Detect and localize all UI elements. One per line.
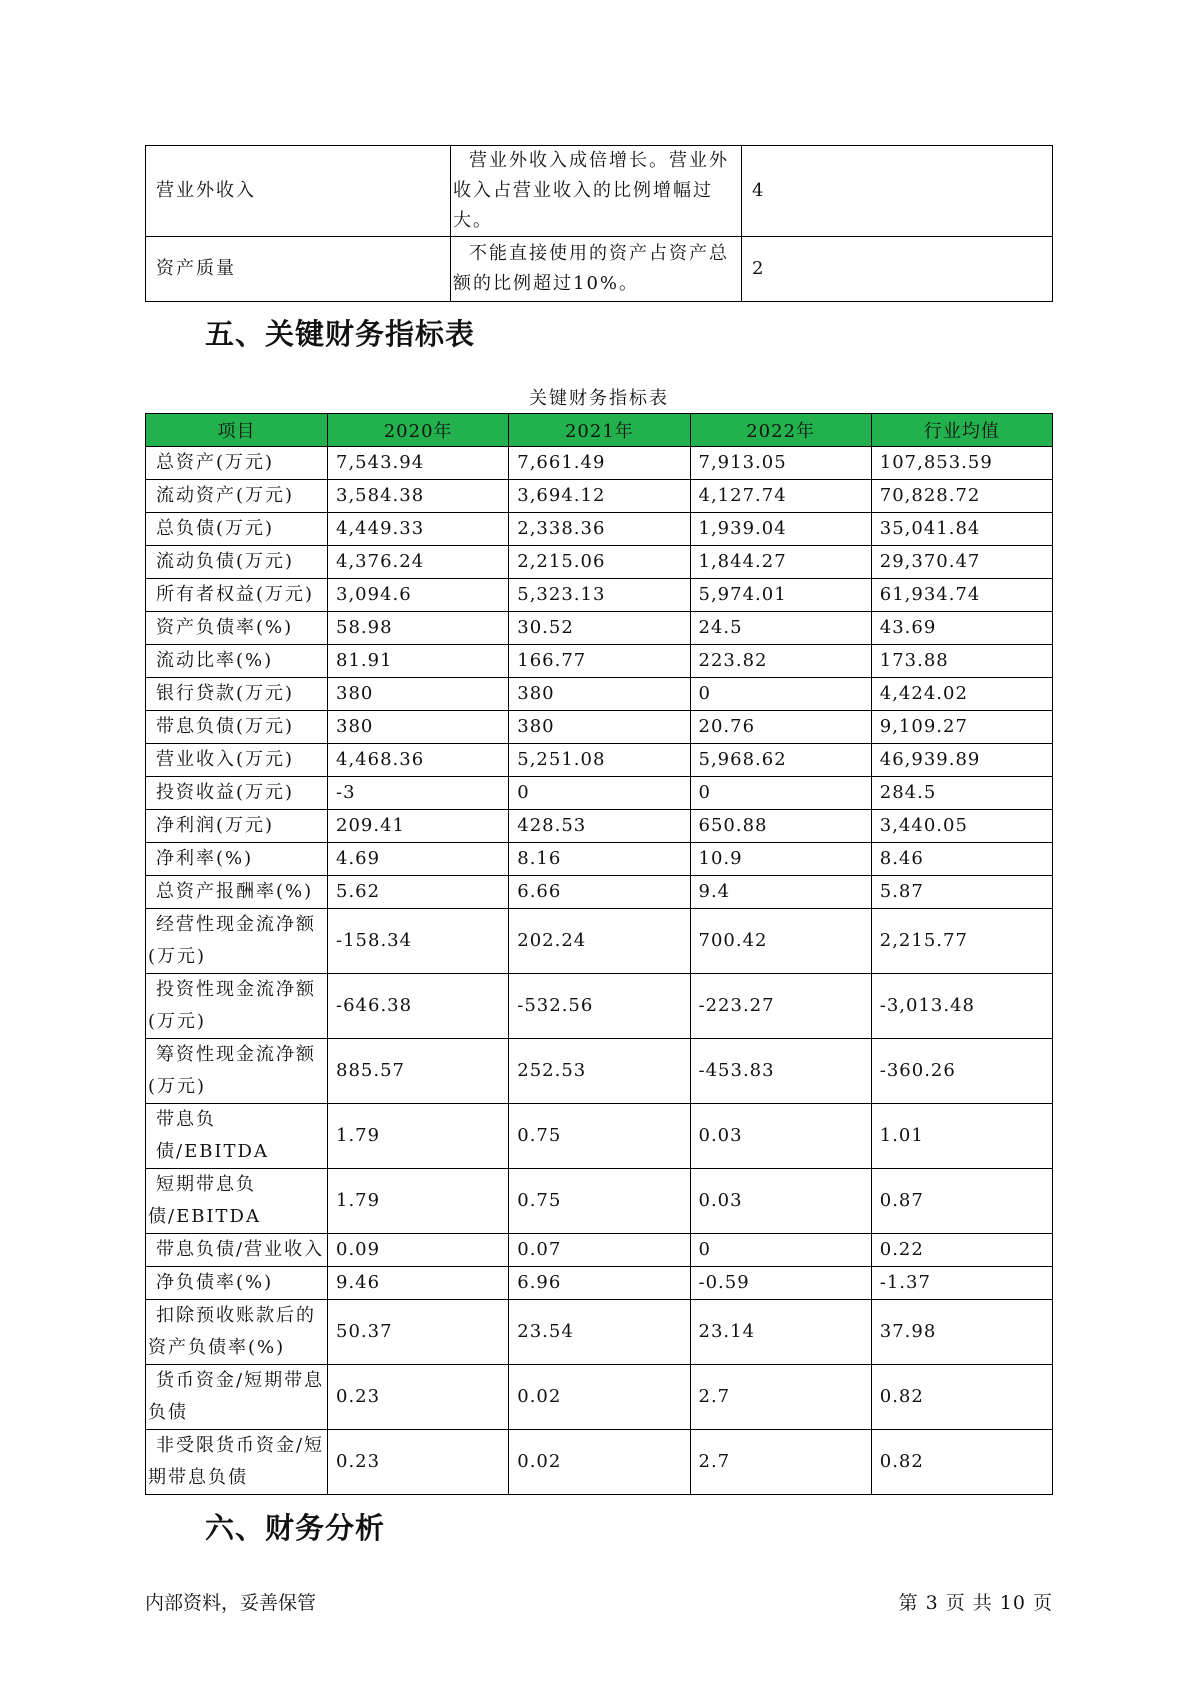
indicator-value-cell: 10.9 [690, 843, 871, 876]
indicator-value-cell: 46,939.89 [871, 744, 1052, 777]
indicator-value-cell: -0.59 [690, 1267, 871, 1300]
indicator-value-cell: 2,338.36 [509, 513, 690, 546]
indicator-name-cell: 净利润(万元) [146, 810, 328, 843]
indicator-name-cell: 总负债(万元) [146, 513, 328, 546]
indicator-value-cell: 81.91 [328, 645, 509, 678]
indicator-value-cell: 0.82 [871, 1365, 1052, 1430]
indicator-value-cell: 5.62 [328, 876, 509, 909]
indicator-value-cell: 0 [690, 777, 871, 810]
indicator-value-cell: 1,939.04 [690, 513, 871, 546]
table-row [146, 1267, 1053, 1300]
table-row [146, 711, 1053, 744]
indicator-value-cell: -223.27 [690, 974, 871, 1039]
indicator-name-cell: 货币资金/短期带息负债 [146, 1365, 328, 1430]
table-row [146, 1300, 1053, 1365]
indicator-value-cell: 4,424.02 [871, 678, 1052, 711]
indicator-name-cell: 投资性现金流净额(万元) [146, 974, 328, 1039]
indicator-value-cell: 2,215.06 [509, 546, 690, 579]
table-row [146, 843, 1053, 876]
indicator-value-cell: 50.37 [328, 1300, 509, 1365]
indicator-name-cell: 总资产(万元) [146, 447, 328, 480]
indicator-name-cell: 流动比率(%) [146, 645, 328, 678]
indicator-value-cell: 2.7 [690, 1430, 871, 1495]
indicator-value-cell: -1.37 [871, 1267, 1052, 1300]
indicator-value-cell: 173.88 [871, 645, 1052, 678]
indicator-value-cell: 9.46 [328, 1267, 509, 1300]
indicator-value-cell: 1,844.27 [690, 546, 871, 579]
indicator-value-cell: -532.56 [509, 974, 690, 1039]
indicator-value-cell: 107,853.59 [871, 447, 1052, 480]
table-row [146, 1430, 1053, 1495]
indicator-value-cell: 1.79 [328, 1169, 509, 1234]
indicator-value-cell: 380 [509, 678, 690, 711]
indicator-value-cell: 30.52 [509, 612, 690, 645]
indicator-value-cell: 3,694.12 [509, 480, 690, 513]
section-title-key-indicators: 五、关键财务指标表 [205, 317, 476, 351]
indicator-value-cell: 0 [690, 1234, 871, 1267]
indicator-name-cell: 短期带息负债/EBITDA [146, 1169, 328, 1234]
indicator-name-cell: 总资产报酬率(%) [146, 876, 328, 909]
table-row [146, 974, 1053, 1039]
indicator-value-cell: 58.98 [328, 612, 509, 645]
indicator-name-cell: 净利率(%) [146, 843, 328, 876]
indicator-name-cell: 带息负债/营业收入 [146, 1234, 328, 1267]
indicator-name-cell: 净负债率(%) [146, 1267, 328, 1300]
risk-item-name: 营业外收入 [146, 146, 451, 237]
indicator-value-cell: 223.82 [690, 645, 871, 678]
table-caption: 关键财务指标表 [529, 388, 669, 409]
table-row [146, 1104, 1053, 1169]
risk-item-name: 资产质量 [146, 237, 451, 302]
indicator-value-cell: 7,543.94 [328, 447, 509, 480]
indicator-value-cell: 9.4 [690, 876, 871, 909]
indicator-value-cell: 6.96 [509, 1267, 690, 1300]
indicator-value-cell: 9,109.27 [871, 711, 1052, 744]
indicator-value-cell: 0.82 [871, 1430, 1052, 1495]
indicator-value-cell: 0 [509, 777, 690, 810]
indicator-value-cell: 4.69 [328, 843, 509, 876]
indicator-value-cell: 7,913.05 [690, 447, 871, 480]
column-header: 项目 [146, 414, 328, 447]
indicator-value-cell: 0.03 [690, 1104, 871, 1169]
indicator-name-cell: 带息负债(万元) [146, 711, 328, 744]
indicator-value-cell: -3,013.48 [871, 974, 1052, 1039]
indicator-name-cell: 银行贷款(万元) [146, 678, 328, 711]
table-row [146, 876, 1053, 909]
indicator-value-cell: -646.38 [328, 974, 509, 1039]
table-row [146, 146, 1053, 237]
indicator-value-cell: 20.76 [690, 711, 871, 744]
table-row [146, 513, 1053, 546]
indicator-value-cell: 0.09 [328, 1234, 509, 1267]
table-row [146, 1169, 1053, 1234]
indicator-value-cell: 202.24 [509, 909, 690, 974]
table-row [146, 1234, 1053, 1267]
table-row [146, 909, 1053, 974]
indicator-value-cell: 35,041.84 [871, 513, 1052, 546]
indicator-value-cell: 61,934.74 [871, 579, 1052, 612]
risk-items-table [145, 145, 1053, 302]
risk-item-desc: 营业外收入成倍增长。营业外收入占营业收入的比例增幅过大。 [451, 146, 742, 237]
indicator-value-cell: -158.34 [328, 909, 509, 974]
table-row [146, 1039, 1053, 1104]
indicator-value-cell: 5,323.13 [509, 579, 690, 612]
indicator-value-cell: 4,449.33 [328, 513, 509, 546]
indicator-value-cell: 700.42 [690, 909, 871, 974]
indicator-value-cell: 1.79 [328, 1104, 509, 1169]
indicator-name-cell: 带息负债/EBITDA [146, 1104, 328, 1169]
indicator-value-cell: 2,215.77 [871, 909, 1052, 974]
indicator-value-cell: 23.14 [690, 1300, 871, 1365]
indicator-value-cell: 2.7 [690, 1365, 871, 1430]
risk-item-desc: 不能直接使用的资产占资产总额的比例超过10%。 [451, 237, 742, 302]
table-row [146, 237, 1053, 302]
indicator-value-cell: 0.87 [871, 1169, 1052, 1234]
indicator-value-cell: 0.23 [328, 1430, 509, 1495]
indicator-value-cell: -453.83 [690, 1039, 871, 1104]
indicator-value-cell: 0.75 [509, 1169, 690, 1234]
indicator-value-cell: 4,376.24 [328, 546, 509, 579]
column-header: 2022年 [690, 414, 871, 447]
indicator-value-cell: 0.02 [509, 1430, 690, 1495]
indicator-value-cell: 0.07 [509, 1234, 690, 1267]
column-header: 行业均值 [871, 414, 1052, 447]
table-row [146, 744, 1053, 777]
indicator-value-cell: 0.22 [871, 1234, 1052, 1267]
table-row [146, 546, 1053, 579]
table-row [146, 645, 1053, 678]
indicator-value-cell: 5.87 [871, 876, 1052, 909]
indicator-value-cell: 1.01 [871, 1104, 1052, 1169]
indicator-name-cell: 资产负债率(%) [146, 612, 328, 645]
indicator-value-cell: 0.75 [509, 1104, 690, 1169]
table-row [146, 480, 1053, 513]
indicator-value-cell: -360.26 [871, 1039, 1052, 1104]
indicator-value-cell: 70,828.72 [871, 480, 1052, 513]
indicator-value-cell: 29,370.47 [871, 546, 1052, 579]
footer-page-number: 第 3 页 共 10 页 [898, 1592, 1053, 1614]
indicator-value-cell: 6.66 [509, 876, 690, 909]
indicator-value-cell: 0.02 [509, 1365, 690, 1430]
indicator-value-cell: 8.16 [509, 843, 690, 876]
table-row [146, 579, 1053, 612]
indicator-value-cell: 0.03 [690, 1169, 871, 1234]
indicator-value-cell: 3,584.38 [328, 480, 509, 513]
indicator-value-cell: -3 [328, 777, 509, 810]
indicator-value-cell: 166.77 [509, 645, 690, 678]
risk-item-score: 2 [742, 237, 1053, 302]
indicator-value-cell: 24.5 [690, 612, 871, 645]
indicator-value-cell: 7,661.49 [509, 447, 690, 480]
indicator-value-cell: 5,968.62 [690, 744, 871, 777]
footer-confidential-note: 内部资料，妥善保管 [145, 1592, 317, 1614]
indicator-value-cell: 5,974.01 [690, 579, 871, 612]
indicator-name-cell: 所有者权益(万元) [146, 579, 328, 612]
indicator-value-cell: 252.53 [509, 1039, 690, 1104]
indicator-value-cell: 0 [690, 678, 871, 711]
indicator-value-cell: 885.57 [328, 1039, 509, 1104]
indicator-name-cell: 经营性现金流净额(万元) [146, 909, 328, 974]
table-row [146, 447, 1053, 480]
indicator-value-cell: 23.54 [509, 1300, 690, 1365]
indicator-value-cell: 209.41 [328, 810, 509, 843]
table-row [146, 678, 1053, 711]
table-row [146, 810, 1053, 843]
table-row [146, 777, 1053, 810]
indicator-value-cell: 284.5 [871, 777, 1052, 810]
indicator-value-cell: 4,468.36 [328, 744, 509, 777]
indicator-value-cell: 380 [509, 711, 690, 744]
indicator-value-cell: 8.46 [871, 843, 1052, 876]
indicator-name-cell: 营业收入(万元) [146, 744, 328, 777]
indicator-value-cell: 380 [328, 711, 509, 744]
column-header: 2021年 [509, 414, 690, 447]
indicator-value-cell: 37.98 [871, 1300, 1052, 1365]
column-header: 2020年 [328, 414, 509, 447]
indicator-name-cell: 流动资产(万元) [146, 480, 328, 513]
indicator-value-cell: 3,440.05 [871, 810, 1052, 843]
key-financial-indicators-table [145, 413, 1053, 1495]
table-row [146, 612, 1053, 645]
indicator-name-cell: 流动负债(万元) [146, 546, 328, 579]
indicator-value-cell: 380 [328, 678, 509, 711]
indicator-value-cell: 650.88 [690, 810, 871, 843]
indicator-name-cell: 筹资性现金流净额(万元) [146, 1039, 328, 1104]
table-row [146, 1365, 1053, 1430]
indicator-name-cell: 扣除预收账款后的资产负债率(%) [146, 1300, 328, 1365]
indicator-value-cell: 3,094.6 [328, 579, 509, 612]
section-title-financial-analysis: 六、财务分析 [205, 1511, 386, 1545]
indicator-name-cell: 投资收益(万元) [146, 777, 328, 810]
indicator-value-cell: 428.53 [509, 810, 690, 843]
indicator-name-cell: 非受限货币资金/短期带息负债 [146, 1430, 328, 1495]
indicator-value-cell: 0.23 [328, 1365, 509, 1430]
indicator-value-cell: 43.69 [871, 612, 1052, 645]
indicator-value-cell: 5,251.08 [509, 744, 690, 777]
risk-item-score: 4 [742, 146, 1053, 237]
table-header-row [146, 414, 1053, 447]
indicator-value-cell: 4,127.74 [690, 480, 871, 513]
